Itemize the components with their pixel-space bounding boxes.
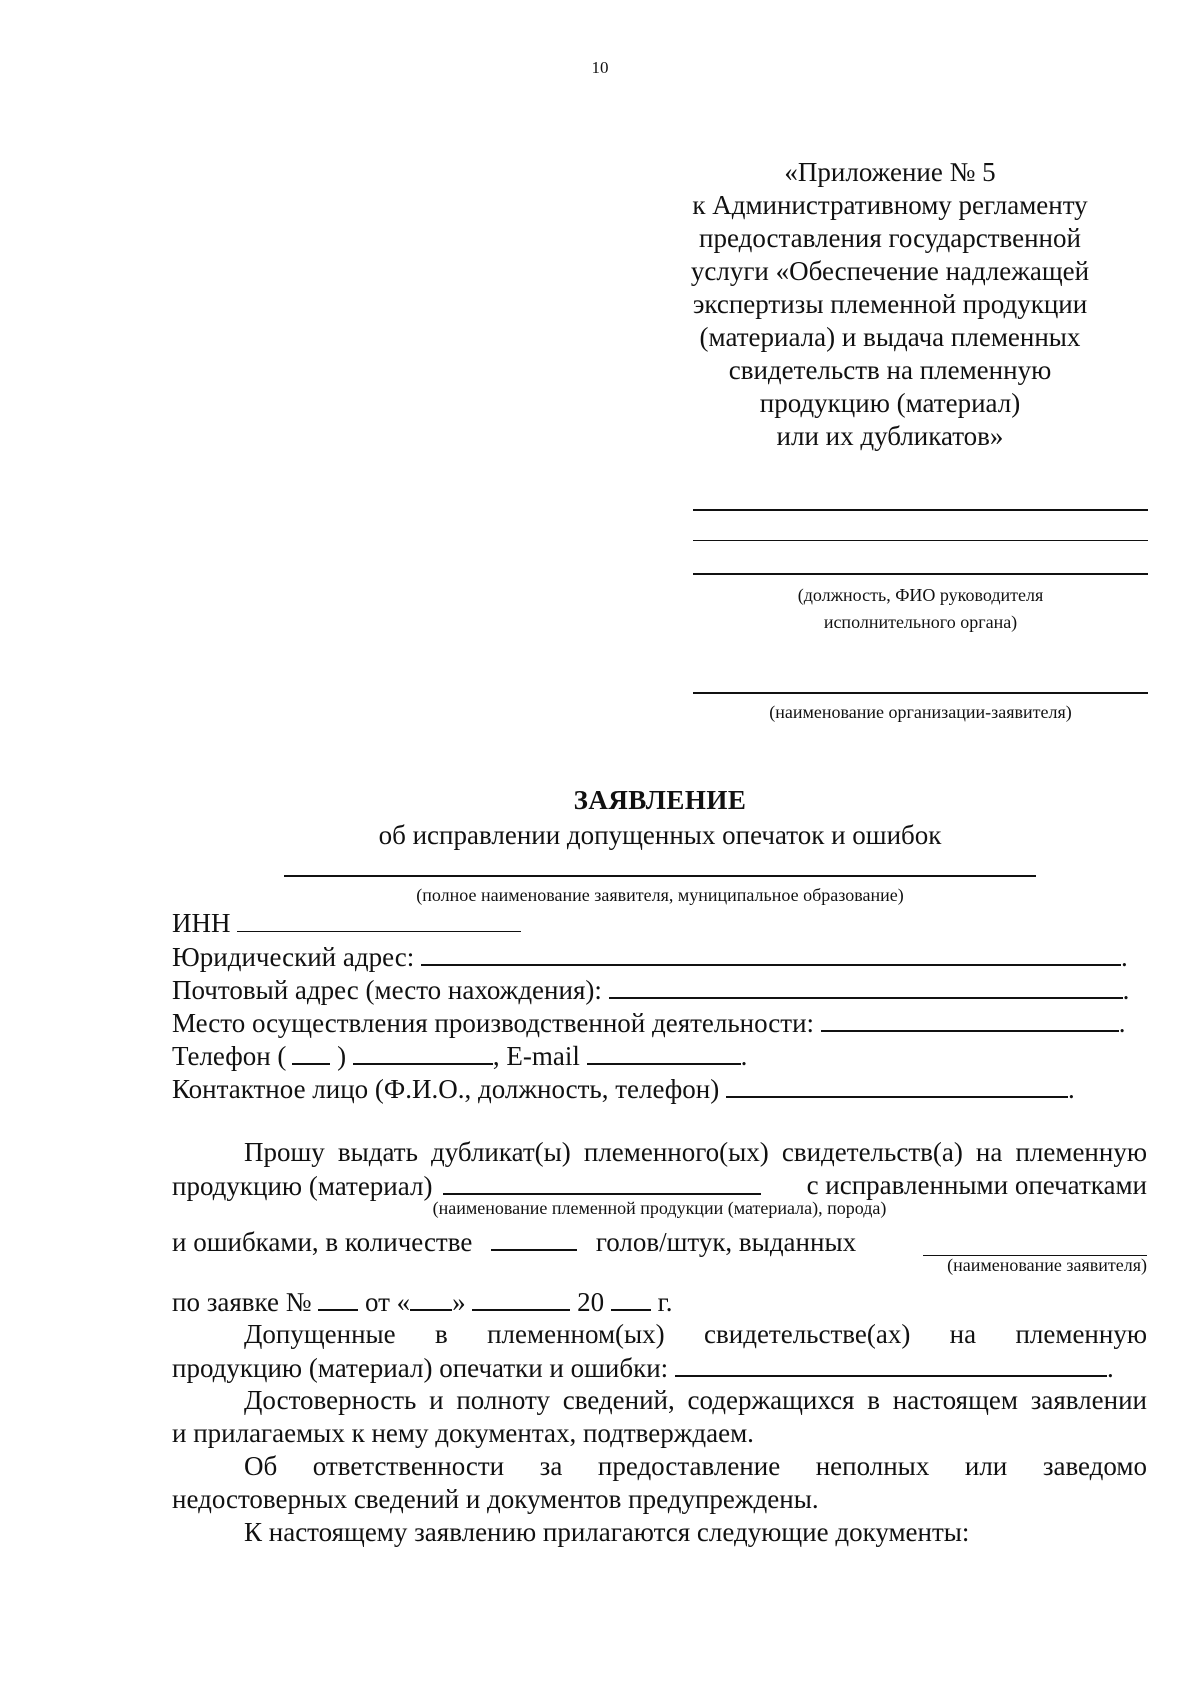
contact-label: Контактное лицо (Ф.И.О., должность, телефон) — [172, 1074, 720, 1104]
contact-field[interactable] — [726, 1072, 1068, 1098]
production-place-label: Место осуществления производственной деятельности: — [172, 1008, 815, 1038]
phone-number-field[interactable] — [353, 1039, 493, 1065]
applicant-name-caption: (наименование заявителя) — [947, 1255, 1147, 1275]
postal-address-label: Почтовый адрес (место нахождения): — [172, 975, 602, 1005]
p1-line2: продукцию (материал) с исправленными опечатками — [172, 1170, 1147, 1201]
postal-address-row: Почтовый адрес (место нахождения): . — [172, 975, 1130, 1005]
applicant-name-line[interactable] — [284, 875, 1036, 877]
document-title: ЗАЯВЛЕНИЕ — [573, 785, 747, 815]
appendix-line: свидетельств на племенную — [728, 355, 1052, 385]
inn-label: ИНН — [172, 908, 231, 938]
appendix-line: экспертизы племенной продукции — [692, 289, 1088, 319]
quantity-field[interactable] — [491, 1225, 577, 1251]
appendix-line: к Административному регламенту — [692, 190, 1088, 220]
p2-line2: продукцию (материал) опечатки и ошибки: . — [172, 1353, 1114, 1383]
appendix-line: продукцию (материал) — [759, 388, 1021, 418]
org-caption: (наименование организации-заявителя) — [769, 702, 1072, 722]
p2-line1: Допущенные в племенном(ых) свидетельстве(ах) на племенную — [244, 1319, 1147, 1349]
p1-line1: Прошу выдать дубликат(ы) племенного(ых) свидетельств(а) на племенную — [244, 1137, 1147, 1167]
product-caption: (наименование племенной продукции (материала), порода) — [432, 1198, 887, 1218]
day-field[interactable] — [410, 1285, 452, 1311]
appendix-line: (материала) и выдача племенных — [699, 322, 1081, 352]
product-name-field[interactable] — [443, 1169, 761, 1195]
p3-line1: Достоверность и полноту сведений, содержащихся в настоящем заявлении — [244, 1385, 1147, 1415]
org-name-line[interactable] — [693, 692, 1148, 694]
errors-field[interactable] — [675, 1351, 1107, 1377]
legal-address-label: Юридический адрес: — [172, 942, 415, 972]
production-place-field[interactable] — [821, 1006, 1119, 1032]
page-number: 10 — [591, 58, 609, 77]
phone-row: Телефон ( ) , E-mail . — [172, 1041, 748, 1071]
addressee-line-2[interactable] — [693, 540, 1148, 541]
p1-line3: и ошибками, в количестве голов/штук, выданных — [172, 1225, 1147, 1259]
p1-line4: по заявке № от « » 20 г. — [172, 1287, 673, 1317]
appendix-line: предоставления государственной — [699, 223, 1081, 253]
contact-row: Контактное лицо (Ф.И.О., должность, телефон) . — [172, 1074, 1075, 1104]
addressee-line-3[interactable] — [693, 573, 1148, 575]
year-field[interactable] — [611, 1285, 651, 1311]
appendix-line: «Приложение № 5 — [784, 157, 996, 187]
inn-row — [172, 907, 1147, 940]
position-caption: (должность, ФИО руководителя исполнительного органа) — [797, 585, 1044, 632]
legal-address-field[interactable] — [421, 940, 1121, 966]
appendix-line: или их дубликатов» — [776, 421, 1004, 451]
p4-line1: Об ответственности за предоставление неполных или заведомо — [244, 1451, 1147, 1481]
phone-label: Телефон ( — [172, 1041, 287, 1071]
p3-line2: и прилагаемых к нему документах, подтверждаем. — [172, 1418, 754, 1448]
legal-address-row: Юридический адрес: . — [172, 942, 1128, 972]
postal-address-field[interactable] — [609, 973, 1123, 999]
addressee-line-1[interactable] — [693, 509, 1148, 511]
p4-line2: недостоверных сведений и документов предупреждены. — [172, 1484, 819, 1514]
p5-line1: К настоящему заявлению прилагаются следующие документы: — [244, 1517, 970, 1547]
phone-code-field[interactable] — [292, 1039, 330, 1065]
email-label: , E-mail — [492, 1041, 580, 1071]
issued-to-field[interactable] — [923, 1231, 1147, 1256]
document-subtitle: об исправлении допущенных опечаток и ошибок — [378, 820, 942, 850]
email-field[interactable] — [587, 1039, 741, 1065]
applicant-caption: (полное наименование заявителя, муниципальное образование) — [416, 885, 904, 905]
month-field[interactable] — [472, 1285, 570, 1311]
appendix-line: услуги «Обеспечение надлежащей — [690, 256, 1090, 286]
appendix-block — [640, 156, 1140, 453]
inn-field[interactable] — [237, 907, 521, 932]
request-number-field[interactable] — [318, 1285, 358, 1311]
production-place-row: Место осуществления производственной деятельности: . — [172, 1008, 1126, 1038]
